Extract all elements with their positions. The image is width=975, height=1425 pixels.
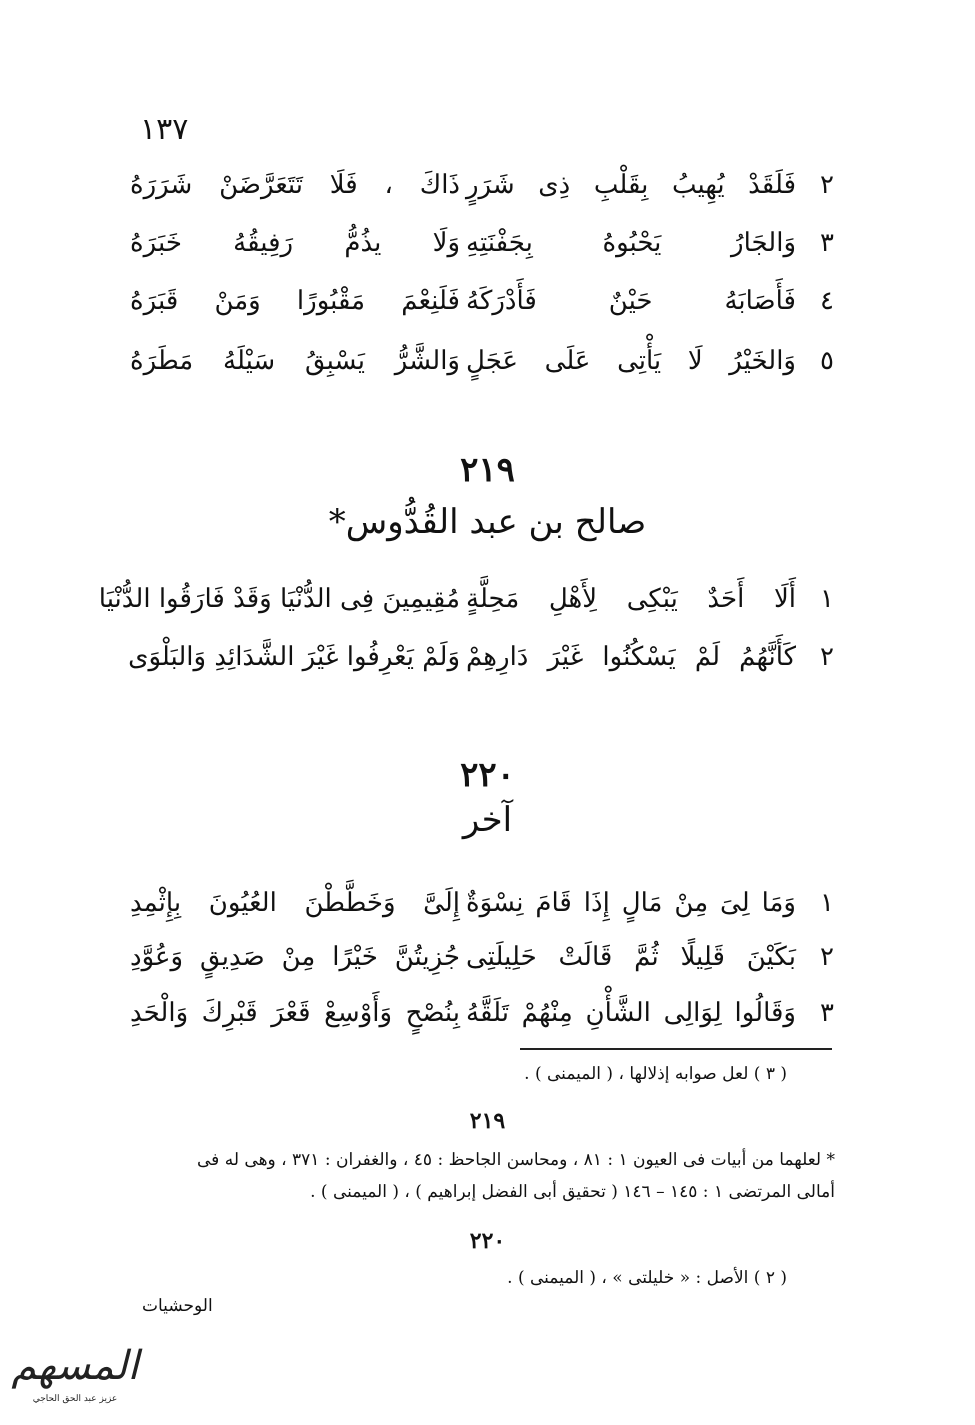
verse-line (130, 346, 840, 386)
second-hemistich: وَلَمْ يَعْرِفُوا غَيْرَ الشَّدَائِدِ وَالبَلْوَى (128, 642, 460, 672)
second-hemistich: إِلَىَّ وَخَطَّطْنَ العُيُونَ بِإِثْمِدِ (130, 888, 460, 918)
second-hemistich: جُزِيتُنَّ خَيْرًا مِنْ صَدِيقٍ وَعُوَّدِ (130, 942, 460, 972)
verse-number: ٢ (820, 642, 834, 672)
verse-number: ١ (820, 584, 834, 614)
second-hemistich: وَلَا يذُمُّ رَفِيقُهُ خَبَرَهُ (130, 228, 460, 258)
first-hemistich: وَالجَارُ يَحْبُوهُ بِجَفْنَتِهِ (466, 228, 796, 258)
verse-line (130, 170, 840, 210)
verse-line (130, 228, 840, 268)
first-hemistich: بَكَيْنَ قَلِيلًا ثُمَّ قَالَتْ حَلِيلَتِى (466, 942, 796, 972)
verse-number: ٣ (820, 228, 834, 258)
first-hemistich: وَالخَيْرُ لَا يَأْتِى عَلَى عَجَلٍ (466, 346, 796, 376)
verse-number: ٤ (820, 286, 834, 316)
section-title-220: آخر (462, 800, 513, 840)
running-footer-title: الوحشيات (142, 1296, 213, 1316)
second-hemistich: بِنُصْحٍ وَأَوْسِعْ قَعْرَ قَبْرِكَ وَالْحَدِ (130, 998, 460, 1028)
verse-number: ٥ (820, 346, 834, 376)
first-hemistich: أَلَا أَحَدٌ يَبْكِى لِأَهْلِ مَحِلَّةٍ (466, 584, 796, 614)
section-number-219: ٢١٩ (460, 450, 515, 490)
second-hemistich: فَلَنِعْمَ مَقْبُورًا وَمَنْ قَبَرَهُ (130, 286, 460, 316)
first-hemistich: وَمَا لِىَ مِنْ مَالٍ إِذَا قَامَ نِسْوَةٌ (466, 888, 796, 918)
verse-number: ٢ (820, 942, 834, 972)
footnote-220: ( ٢ ) الأصل : « خليلتى » ، ( الميمنى ) . (507, 1268, 787, 1288)
first-hemistich: كَأَنَّهُمُ لَمْ يَسْكُنُوا غَيْرَ دَارِهِمْ (466, 642, 796, 672)
section-number-220: ٢٢٠ (460, 755, 515, 795)
verse-line (130, 942, 840, 982)
page-number: ١٣٧ (140, 112, 189, 147)
verse-line (130, 998, 840, 1038)
footnote-heading-219: ٢١٩ (469, 1108, 506, 1134)
second-hemistich: ذَاكَ ، فَلَا تَتَعَرَّضَنْ شَرَرَهُ (130, 170, 460, 200)
second-hemistich: وَالشَّرُّ يَسْبِقُ سَيْلَهُ مَطَرَهُ (130, 346, 460, 376)
second-hemistich: مُقِيمِينَ فِى الدُّنْيَا وَقَدْ فَارَقُوا الدُّنْيَا (98, 584, 460, 614)
footnote-top: ( ٣ ) لعل صوابه إذلالها ، ( الميمنى ) . (524, 1064, 787, 1084)
verse-line (98, 584, 840, 624)
footnote-divider (520, 1048, 832, 1050)
publisher-logo (10, 1338, 140, 1418)
first-hemistich: فَلَقَدْ يُهِيبُ بِقَلْبِ ذِى شَرَرٍ (466, 170, 796, 200)
footnote-219-line2: أمالى المرتضى ١ : ١٤٥ – ١٤٦ ( تحقيق أبى الفضل إبراهيم ) ، ( الميمنى ) . (310, 1182, 835, 1202)
footnote-219-line1: * لعلهما من أبيات فى العيون ١ : ٨١ ، ومحاسن الجاحظ : ٤٥ ، والغفران : ٣٧١ ، وهى له فى (197, 1150, 835, 1170)
logo-text: المسهم (11, 1343, 139, 1389)
verse-line (130, 642, 840, 682)
footnote-heading-220: ٢٢٠ (469, 1228, 506, 1254)
verse-line (130, 888, 840, 928)
verse-number: ٢ (820, 170, 834, 200)
verse-line (130, 286, 840, 326)
verse-number: ٣ (820, 998, 834, 1028)
first-hemistich: فَأَصَابَهُ حَيْنٌ فَأَدْرَكَهُ (466, 286, 796, 316)
section-title-219: صالح بن عبد القُدُّوس* (328, 502, 647, 542)
verse-number: ١ (820, 888, 834, 918)
first-hemistich: وَقَالُوا لِوَالِى الشَّأْنِ مِنْهُمْ تَلَقَّهُ (466, 998, 796, 1028)
logo-subtext: عزيز عبد الحق الحاجي (32, 1394, 118, 1404)
